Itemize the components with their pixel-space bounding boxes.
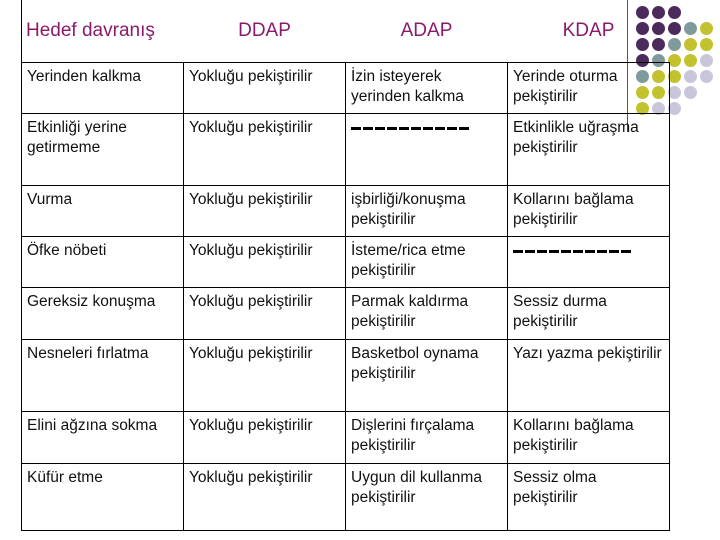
decorative-dot — [684, 38, 697, 51]
decorative-dot — [700, 102, 713, 115]
cell-kdap-empty — [508, 237, 670, 288]
cell-behavior: Vurma — [22, 186, 184, 237]
decorative-dot — [684, 86, 697, 99]
cell-adap: Parmak kaldırma pekiştirilir — [346, 288, 508, 340]
cell-kdap: Kollarını bağlama pekiştirilir — [508, 412, 670, 464]
table-row — [22, 340, 670, 412]
table-row — [22, 63, 670, 114]
decorative-dot — [684, 70, 697, 83]
cell-behavior: Küfür etme — [22, 464, 184, 531]
decorative-dot — [700, 54, 713, 67]
cell-kdap: Etkinlikle uğraşma pekiştirilir — [508, 114, 670, 186]
table-row — [22, 288, 670, 340]
cell-kdap: Yazı yazma pekiştirilir — [508, 340, 670, 412]
cell-ddap: Yokluğu pekiştirilir — [184, 186, 346, 237]
header-target-behavior: Hedef davranış — [22, 0, 184, 63]
behavior-table — [21, 0, 670, 531]
cell-behavior: Gereksiz konuşma — [22, 288, 184, 340]
cell-adap-empty — [346, 114, 508, 186]
cell-adap: Dişlerini fırçalama pekiştirilir — [346, 412, 508, 464]
cell-ddap: Yokluğu pekiştirilir — [184, 412, 346, 464]
dash-placeholder — [513, 250, 631, 253]
cell-adap: İzin isteyerek yerinden kalkma — [346, 63, 508, 114]
cell-behavior: Elini ağzına sokma — [22, 412, 184, 464]
cell-ddap: Yokluğu pekiştirilir — [184, 288, 346, 340]
cell-ddap: Yokluğu pekiştirilir — [184, 114, 346, 186]
cell-kdap: Kollarını bağlama pekiştirilir — [508, 186, 670, 237]
cell-behavior: Etkinliği yerine getirmeme — [22, 114, 184, 186]
cell-ddap: Yokluğu pekiştirilir — [184, 340, 346, 412]
table-row — [22, 114, 670, 186]
decorative-dot — [684, 22, 697, 35]
decorative-dot — [700, 22, 713, 35]
cell-behavior: Nesneleri fırlatma — [22, 340, 184, 412]
decorative-dot — [700, 86, 713, 99]
table-row — [22, 186, 670, 237]
cell-kdap: Sessiz olma pekiştirilir — [508, 464, 670, 531]
decorative-dot — [684, 54, 697, 67]
decorative-dot — [684, 102, 697, 115]
cell-behavior: Yerinden kalkma — [22, 63, 184, 114]
header-kdap: KDAP — [508, 0, 670, 63]
header-adap: ADAP — [346, 0, 508, 63]
cell-kdap: Sessiz durma pekiştirilir — [508, 288, 670, 340]
decorative-dot — [700, 6, 713, 19]
cell-behavior: Öfke nöbeti — [22, 237, 184, 288]
table-row — [22, 464, 670, 531]
cell-adap: işbirliği/konuşma pekiştirilir — [346, 186, 508, 237]
cell-adap: İsteme/rica etme pekiştirilir — [346, 237, 508, 288]
table-row — [22, 412, 670, 464]
cell-ddap: Yokluğu pekiştirilir — [184, 237, 346, 288]
cell-ddap: Yokluğu pekiştirilir — [184, 464, 346, 531]
cell-adap: Uygun dil kullanma pekiştirilir — [346, 464, 508, 531]
decorative-dot — [700, 38, 713, 51]
decorative-dot — [684, 6, 697, 19]
header-row — [22, 0, 670, 63]
header-ddap: DDAP — [184, 0, 346, 63]
table-row — [22, 237, 670, 288]
cell-ddap: Yokluğu pekiştirilir — [184, 63, 346, 114]
cell-adap: Basketbol oynama pekiştirilir — [346, 340, 508, 412]
cell-kdap: Yerinde oturma pekiştirilir — [508, 63, 670, 114]
dash-placeholder — [351, 127, 469, 130]
decorative-dot — [700, 70, 713, 83]
